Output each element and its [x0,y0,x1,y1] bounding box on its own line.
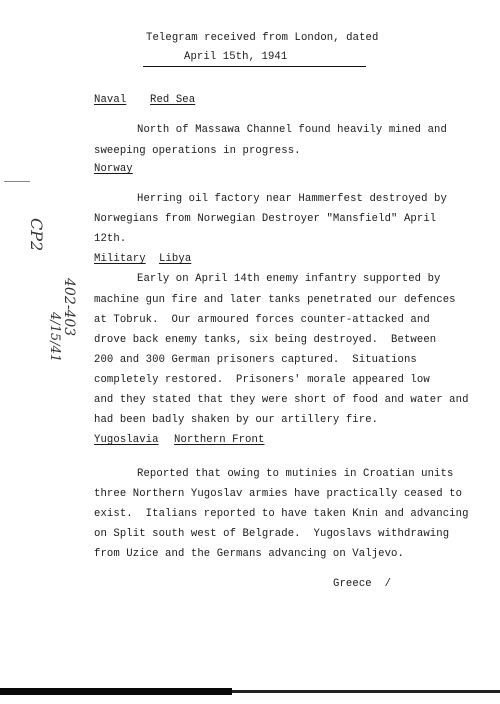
yugoslavia-line-5: from Uzice and the Germans advancing on Valjevo. [94,548,404,560]
red-sea-line-1: North of Massawa Channel found heavily mined and [137,124,447,136]
margin-note-doc-number: 402-403 [61,278,77,337]
section-red-sea-label: Red Sea [150,94,196,106]
telegram-heading: Telegram received from London, dated [146,32,379,44]
section-military-label: Military [94,253,146,265]
norway-line-2: Norwegians from Norwegian Destroyer "Mansfield" April [94,213,437,225]
scan-edge-line [232,690,500,693]
libya-line-7: and they stated that they were short of food and water and [94,394,469,406]
margin-dash [4,181,30,182]
margin-note-date: 4/15/41 [47,312,62,363]
date-underline [143,66,366,67]
libya-line-8: had been badly shaken by our artillery fire. [94,414,379,426]
yugoslavia-line-2: three Northern Yugoslav armies have practically ceased to [94,488,463,500]
telegram-date: April 15th, 1941 [184,51,288,63]
scan-edge-bar [0,688,232,695]
libya-line-2: machine gun fire and later tanks penetrated our defences [94,294,456,306]
section-norway-label: Norway [94,163,133,175]
section-naval-label: Naval [94,94,127,106]
section-yugoslavia-label: Yugoslavia [94,434,159,446]
libya-line-3: at Tobruk. Our armoured forces counter-attacked and [94,314,430,326]
continuation-greece: Greece / [333,578,392,590]
section-libya-label: Libya [159,253,192,265]
norway-line-1: Herring oil factory near Hammerfest destroyed by [137,193,447,205]
margin-note-cp2: CP2 [27,218,46,252]
red-sea-line-2: sweeping operations in progress. [94,145,301,157]
yugoslavia-line-3: exist. Italians reported to have taken Knin and advancing [94,508,469,520]
libya-line-4: drove back enemy tanks, six being destroyed. Between [94,334,437,346]
yugoslavia-line-4: on Split south west of Belgrade. Yugoslavs withdrawing [94,528,450,540]
libya-line-5: 200 and 300 German prisoners captured. Situations [94,354,417,366]
section-northern-front-label: Northern Front [174,434,265,446]
libya-line-1: Early on April 14th enemy infantry supported by [137,273,441,285]
norway-line-3: 12th. [94,233,127,245]
yugoslavia-line-1: Reported that owing to mutinies in Croatian units [137,468,454,480]
libya-line-6: completely restored. Prisoners' morale appeared low [94,374,430,386]
